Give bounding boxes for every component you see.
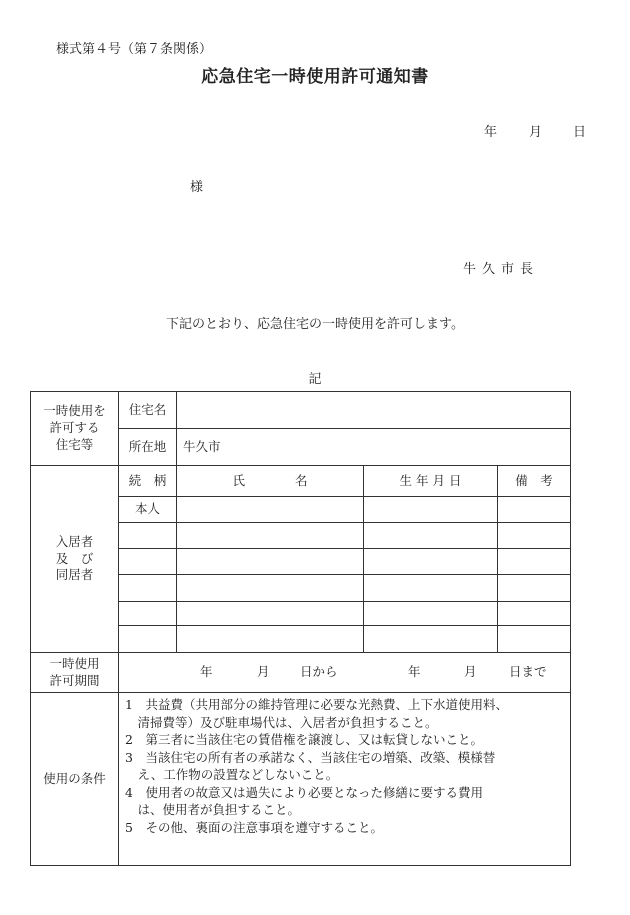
intro-text: 下記のとおり、応急住宅の一時使用を許可します。: [166, 317, 464, 332]
permit-table: [30, 391, 571, 866]
name-cell[interactable]: [177, 575, 364, 602]
condition-line: 清掃費等）及び駐車場代は、入居者が負担すること。: [125, 714, 438, 730]
condition-line: 4 使用者の故意又は過失により必要となった修繕に要する費用: [125, 784, 483, 800]
condition-line: え、工作物の設置などしないこと。: [125, 767, 339, 782]
resident-label-line: 同居者: [55, 567, 94, 583]
col-relation: 続 柄: [119, 466, 177, 497]
name-cell[interactable]: [177, 549, 364, 575]
housing-name-value[interactable]: [177, 392, 571, 429]
condition-line: 2 第三者に当該住宅の賃借権を譲渡し、又は転貸しないこと。: [125, 732, 483, 747]
form-number: 様式第４号（第７条関係）: [56, 42, 213, 57]
location-label: 所在地: [119, 429, 177, 466]
remarks-cell[interactable]: [498, 497, 571, 523]
name-cell[interactable]: [177, 602, 364, 626]
col-remarks: 備 考: [498, 466, 571, 497]
birthdate-cell[interactable]: [364, 497, 498, 523]
date-day: 日: [573, 125, 587, 140]
col-name: 氏 名: [177, 466, 364, 497]
col-birthdate: 生 年 月 日: [364, 466, 498, 497]
housing-label: [31, 392, 119, 466]
ki-heading: 記: [308, 372, 322, 387]
location-value[interactable]: 牛久市: [177, 429, 571, 466]
relation-cell[interactable]: [119, 602, 177, 626]
conditions-text: [119, 693, 571, 866]
relation-cell[interactable]: [119, 523, 177, 549]
resident-label-line: 入居者: [55, 533, 94, 549]
relation-cell[interactable]: [119, 626, 177, 653]
period-value[interactable]: [119, 653, 571, 693]
birthdate-cell[interactable]: [364, 549, 498, 575]
condition-line: は、使用者が負担すること。: [125, 802, 301, 817]
resident-label: [31, 466, 119, 653]
conditions-label: 使用の条件: [31, 693, 119, 866]
period-day-to: 日まで: [509, 663, 547, 679]
resident-label-line: 及 び: [55, 550, 94, 566]
remarks-cell[interactable]: [498, 549, 571, 575]
birthdate-cell[interactable]: [364, 523, 498, 549]
housing-label-line: 許可する: [49, 420, 100, 436]
name-cell[interactable]: [177, 626, 364, 653]
period-year-2: 年: [408, 663, 421, 679]
housing-label-line: 一時使用を: [43, 403, 106, 419]
housing-name-label: 住宅名: [119, 392, 177, 429]
remarks-cell[interactable]: [498, 523, 571, 549]
relation-cell[interactable]: [119, 575, 177, 602]
name-cell[interactable]: [177, 523, 364, 549]
birthdate-cell[interactable]: [364, 626, 498, 653]
period-label-line: 許可期間: [49, 672, 100, 688]
condition-line: 3 当該住宅の所有者の承諾なく、当該住宅の増築、改築、模様替: [125, 749, 496, 765]
period-label-line: 一時使用: [49, 655, 100, 671]
relation-cell[interactable]: [119, 549, 177, 575]
condition-line: 1 共益費（共用部分の維持管理に必要な光熱費、上下水道使用料、: [125, 697, 508, 712]
period-month: 月: [257, 663, 270, 679]
date-month: 月: [529, 125, 543, 140]
birthdate-cell[interactable]: [364, 575, 498, 602]
document-title: 応急住宅一時使用許可通知書: [201, 67, 429, 87]
date-year: 年: [484, 125, 498, 140]
addressee-suffix: 様: [190, 180, 204, 195]
birthdate-cell[interactable]: [364, 602, 498, 626]
period-year: 年: [200, 663, 213, 679]
condition-line: 5 その他、裏面の注意事項を遵守すること。: [125, 819, 383, 835]
issuer-name: 牛久市長: [463, 262, 540, 277]
relation-cell: 本人: [119, 497, 177, 523]
name-cell[interactable]: [177, 497, 364, 523]
period-month-2: 月: [464, 663, 477, 679]
remarks-cell[interactable]: [498, 575, 571, 602]
period-day-from: 日から: [300, 663, 338, 679]
period-label: [31, 653, 119, 693]
housing-label-line: 住宅等: [55, 436, 94, 452]
remarks-cell[interactable]: [498, 626, 571, 653]
remarks-cell[interactable]: [498, 602, 571, 626]
